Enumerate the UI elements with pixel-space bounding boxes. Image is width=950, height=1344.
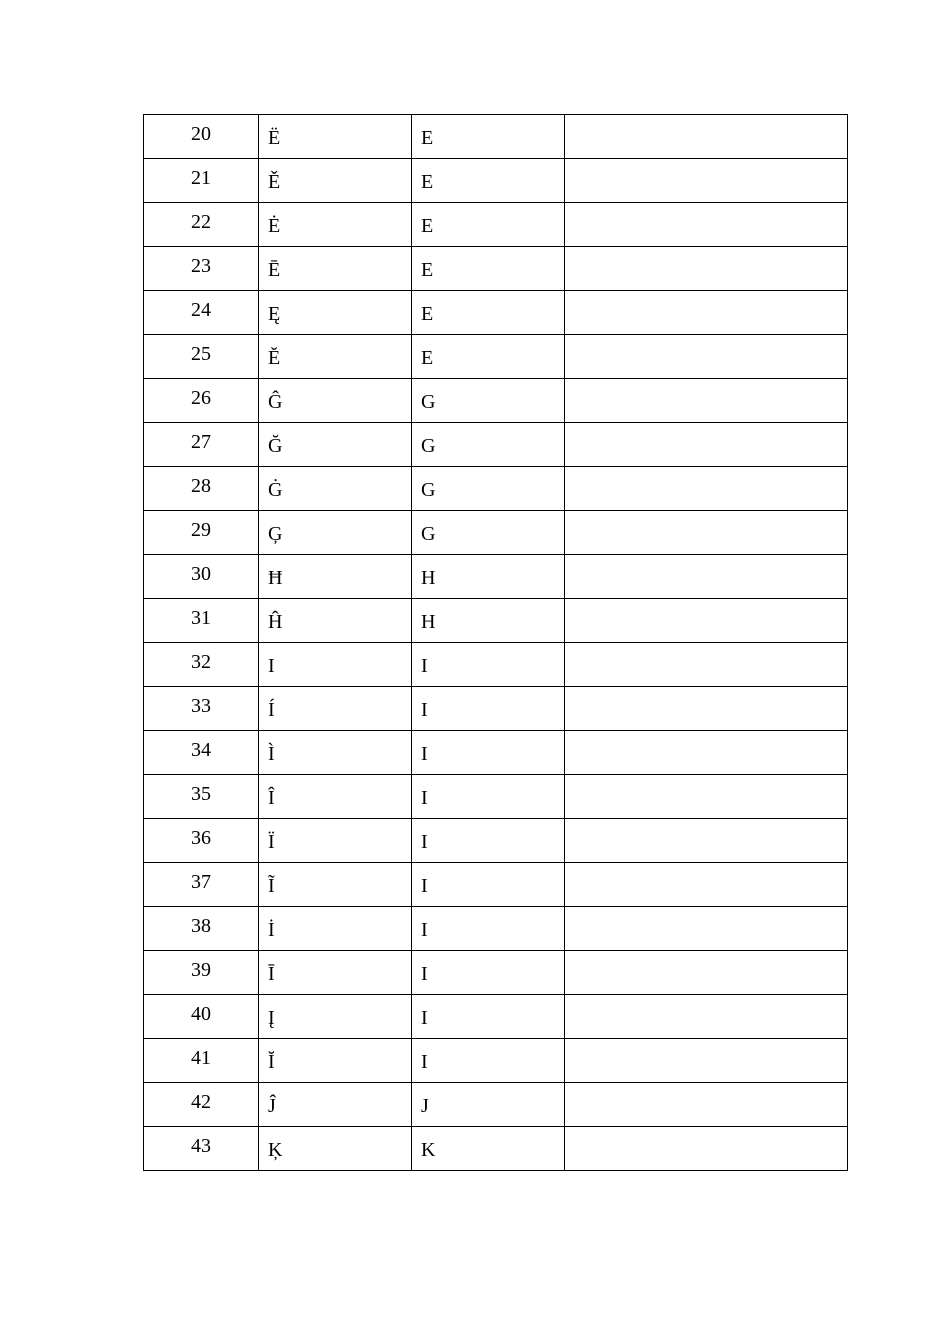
table-row <box>144 995 848 1039</box>
row-number-cell: 21 <box>144 159 259 203</box>
row-number-cell: 23 <box>144 247 259 291</box>
row-number-cell: 28 <box>144 467 259 511</box>
table-row <box>144 819 848 863</box>
table-row <box>144 247 848 291</box>
table-row <box>144 775 848 819</box>
row-number-cell: 38 <box>144 907 259 951</box>
note-cell <box>565 159 848 203</box>
note-cell <box>565 203 848 247</box>
accented-character-cell: Ģ <box>259 511 412 555</box>
accented-character-cell: Ĝ <box>259 379 412 423</box>
row-number-cell: 34 <box>144 731 259 775</box>
table-row <box>144 159 848 203</box>
accented-character-cell: Ĩ <box>259 863 412 907</box>
table-row <box>144 423 848 467</box>
table-row <box>144 1039 848 1083</box>
base-letter-cell: I <box>412 687 565 731</box>
table-row <box>144 1127 848 1171</box>
table-row <box>144 203 848 247</box>
note-cell <box>565 291 848 335</box>
table-row <box>144 643 848 687</box>
note-cell <box>565 1039 848 1083</box>
table-row <box>144 1083 848 1127</box>
base-letter-cell: I <box>412 1039 565 1083</box>
base-letter-cell: E <box>412 159 565 203</box>
accented-character-cell: Ė <box>259 203 412 247</box>
base-letter-cell: I <box>412 863 565 907</box>
accented-character-cell: Ĕ <box>259 335 412 379</box>
row-number-cell: 36 <box>144 819 259 863</box>
table-row <box>144 291 848 335</box>
accented-character-cell: Ē <box>259 247 412 291</box>
base-letter-cell: H <box>412 599 565 643</box>
row-number-cell: 27 <box>144 423 259 467</box>
table-row <box>144 687 848 731</box>
accented-character-cell: Ę <box>259 291 412 335</box>
accented-character-cell: Į <box>259 995 412 1039</box>
note-cell <box>565 555 848 599</box>
accented-character-cell: I <box>259 643 412 687</box>
base-letter-cell: E <box>412 247 565 291</box>
note-cell <box>565 247 848 291</box>
accented-character-cell: Ĵ <box>259 1083 412 1127</box>
row-number-cell: 26 <box>144 379 259 423</box>
row-number-cell: 32 <box>144 643 259 687</box>
base-letter-cell: I <box>412 995 565 1039</box>
table-row <box>144 731 848 775</box>
table-row <box>144 467 848 511</box>
base-letter-cell: E <box>412 115 565 159</box>
row-number-cell: 43 <box>144 1127 259 1171</box>
table-row <box>144 599 848 643</box>
base-letter-cell: E <box>412 291 565 335</box>
table-row <box>144 951 848 995</box>
base-letter-cell: H <box>412 555 565 599</box>
row-number-cell: 31 <box>144 599 259 643</box>
note-cell <box>565 995 848 1039</box>
accented-character-cell: Ĭ <box>259 1039 412 1083</box>
row-number-cell: 29 <box>144 511 259 555</box>
accented-character-cell: Ĥ <box>259 599 412 643</box>
accented-character-cell: Ħ <box>259 555 412 599</box>
table-row <box>144 907 848 951</box>
row-number-cell: 35 <box>144 775 259 819</box>
row-number-cell: 30 <box>144 555 259 599</box>
note-cell <box>565 1127 848 1171</box>
accented-character-cell: İ <box>259 907 412 951</box>
note-cell <box>565 467 848 511</box>
row-number-cell: 33 <box>144 687 259 731</box>
row-number-cell: 41 <box>144 1039 259 1083</box>
row-number-cell: 40 <box>144 995 259 1039</box>
note-cell <box>565 775 848 819</box>
note-cell <box>565 819 848 863</box>
row-number-cell: 39 <box>144 951 259 995</box>
table-body <box>144 115 848 1171</box>
character-mapping-table <box>143 114 848 1171</box>
note-cell <box>565 511 848 555</box>
note-cell <box>565 907 848 951</box>
note-cell <box>565 863 848 907</box>
row-number-cell: 25 <box>144 335 259 379</box>
accented-character-cell: Ğ <box>259 423 412 467</box>
note-cell <box>565 115 848 159</box>
row-number-cell: 42 <box>144 1083 259 1127</box>
base-letter-cell: I <box>412 951 565 995</box>
table-row <box>144 379 848 423</box>
base-letter-cell: E <box>412 335 565 379</box>
table-row <box>144 555 848 599</box>
base-letter-cell: I <box>412 819 565 863</box>
accented-character-cell: Ï <box>259 819 412 863</box>
accented-character-cell: Ì <box>259 731 412 775</box>
base-letter-cell: G <box>412 379 565 423</box>
accented-character-cell: Ë <box>259 115 412 159</box>
row-number-cell: 20 <box>144 115 259 159</box>
base-letter-cell: I <box>412 907 565 951</box>
base-letter-cell: G <box>412 467 565 511</box>
note-cell <box>565 643 848 687</box>
accented-character-cell: Í <box>259 687 412 731</box>
base-letter-cell: I <box>412 643 565 687</box>
base-letter-cell: I <box>412 731 565 775</box>
accented-character-cell: Ķ <box>259 1127 412 1171</box>
note-cell <box>565 951 848 995</box>
row-number-cell: 22 <box>144 203 259 247</box>
note-cell <box>565 599 848 643</box>
table-row <box>144 511 848 555</box>
accented-character-cell: Ī <box>259 951 412 995</box>
note-cell <box>565 423 848 467</box>
note-cell <box>565 687 848 731</box>
note-cell <box>565 379 848 423</box>
table-row <box>144 115 848 159</box>
note-cell <box>565 731 848 775</box>
accented-character-cell: Ě <box>259 159 412 203</box>
base-letter-cell: K <box>412 1127 565 1171</box>
base-letter-cell: J <box>412 1083 565 1127</box>
base-letter-cell: I <box>412 775 565 819</box>
base-letter-cell: E <box>412 203 565 247</box>
row-number-cell: 37 <box>144 863 259 907</box>
note-cell <box>565 1083 848 1127</box>
accented-character-cell: Î <box>259 775 412 819</box>
accented-character-cell: Ġ <box>259 467 412 511</box>
row-number-cell: 24 <box>144 291 259 335</box>
note-cell <box>565 335 848 379</box>
table-row <box>144 863 848 907</box>
base-letter-cell: G <box>412 423 565 467</box>
table-row <box>144 335 848 379</box>
base-letter-cell: G <box>412 511 565 555</box>
